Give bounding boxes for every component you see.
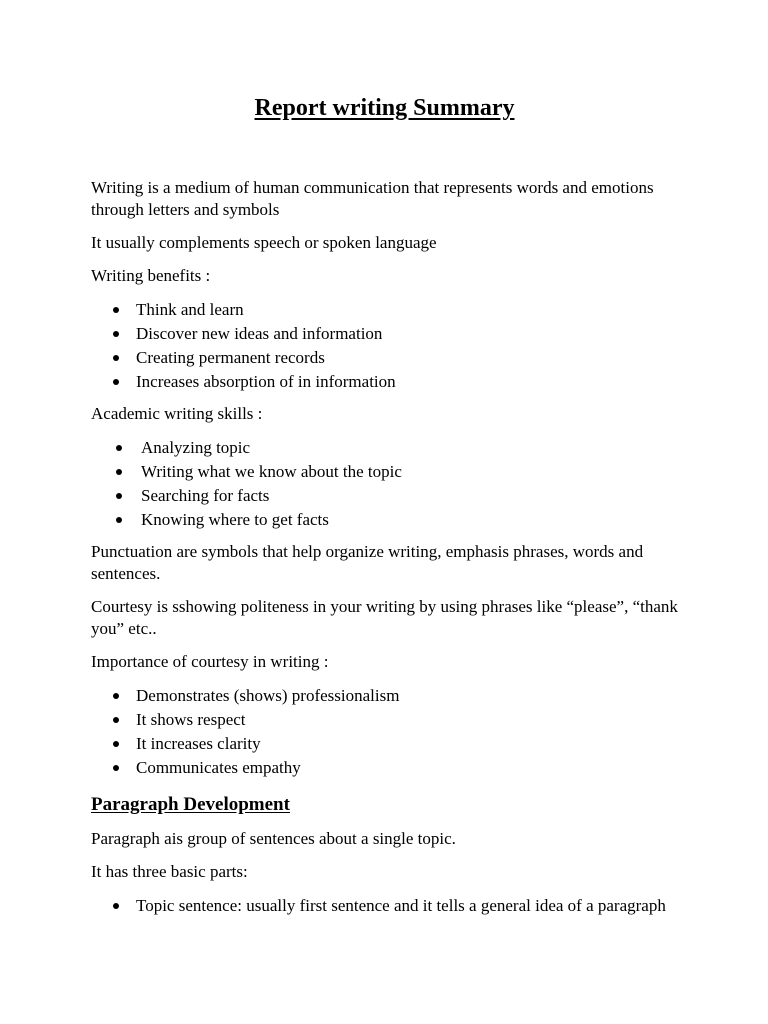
list-item-text: Knowing where to get facts: [141, 510, 329, 529]
list-item: [91, 460, 678, 484]
bullet-icon: [113, 379, 119, 385]
document-title: Report writing Summary: [254, 95, 515, 121]
list-item: [91, 436, 678, 460]
bullet-icon: [116, 469, 122, 475]
list-item-text: It shows respect: [136, 710, 246, 729]
punctuation-paragraph: Punctuation are symbols that help organize writing, emphasis phrases, words and sentences.: [91, 542, 644, 583]
list-item-text: Creating permanent records: [136, 348, 325, 367]
bullet-icon: [113, 741, 119, 747]
list-item-text: Discover new ideas and information: [136, 324, 383, 343]
list-item-text: Think and learn: [136, 300, 244, 319]
list-item: [91, 322, 678, 346]
courtesy-paragraph: Courtesy is sshowing politeness in your writing by using phrases like “please”, “thank you” etc..: [91, 597, 678, 638]
bullet-icon: [113, 307, 119, 313]
list-item: [91, 370, 678, 394]
list-item: [91, 346, 678, 370]
intro-paragraph-2: It usually complements speech or spoken language: [91, 233, 437, 252]
list-item-text: Demonstrates (shows) professionalism: [136, 686, 400, 705]
list-item-text: Analyzing topic: [141, 438, 251, 457]
list-item-text: Searching for facts: [141, 486, 270, 505]
bullet-icon: [113, 355, 119, 361]
list-item-text: It increases clarity: [136, 734, 261, 753]
parts-label: It has three basic parts:: [91, 862, 248, 881]
list-item-text: Increases absorption of in information: [136, 372, 396, 391]
list-item-text: Topic sentence: usually first sentence and it tells a general idea of a paragraph: [136, 896, 666, 915]
paragraph-definition: Paragraph ais group of sentences about a single topic.: [91, 829, 456, 848]
bullet-icon: [113, 765, 119, 771]
bullet-icon: [113, 717, 119, 723]
list-item: [91, 894, 678, 918]
list-item: [91, 484, 678, 508]
bullet-icon: [113, 331, 119, 337]
list-item: [91, 756, 678, 780]
courtesy-importance-label: Importance of courtesy in writing :: [91, 652, 329, 671]
bullet-icon: [113, 903, 119, 909]
bullet-icon: [116, 445, 122, 451]
academic-skills-label: Academic writing skills :: [91, 404, 263, 423]
courtesy-importance-list: [91, 684, 678, 780]
academic-skills-list: [91, 436, 678, 532]
benefits-label: Writing benefits :: [91, 266, 211, 285]
list-item: [91, 508, 678, 532]
list-item-text: Writing what we know about the topic: [141, 462, 402, 481]
bullet-icon: [116, 493, 122, 499]
list-item-text: Communicates empathy: [136, 758, 301, 777]
bullet-icon: [113, 693, 119, 699]
parts-list: [91, 894, 678, 918]
list-item: [91, 708, 678, 732]
bullet-icon: [116, 517, 122, 523]
list-item: [91, 298, 678, 322]
list-item: [91, 684, 678, 708]
benefits-list: [91, 298, 678, 394]
section-heading-paragraph-development: Paragraph Development: [91, 794, 290, 815]
list-item: [91, 732, 678, 756]
intro-paragraph-1: Writing is a medium of human communication that represents words and emotions through letters and symbols: [91, 178, 654, 219]
